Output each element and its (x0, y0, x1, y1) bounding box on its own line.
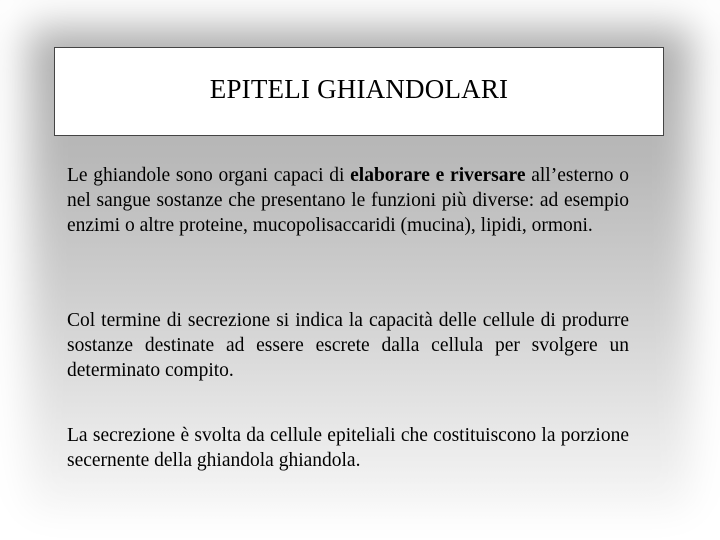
title-box (54, 47, 664, 136)
bold-term-riversare: riversare (450, 165, 526, 186)
bold-conjunction: e (429, 165, 451, 186)
paragraph-text: Le ghiandole sono organi capaci di (67, 165, 351, 186)
bold-term-elaborare: elaborare (350, 165, 430, 186)
paragraph-secretion: Col termine di secrezione si indica la capacità delle cellule di produrre sostanze destinate ad essere escrete dalla cellula per svolgere un determinato compito. (67, 310, 629, 381)
paragraph-epithelial-cells: La secrezione è svolta da cellule epiteliali che costituiscono la porzione secernente della ghiandola ghiandola. (67, 425, 629, 471)
paragraph-definition (67, 163, 629, 238)
paragraph-text: all’esterno o nel sangue sostanze che presentano le funzioni più diverse: ad esempio enzimi o altre proteine, mucopolisaccaridi (mucina), lipidi, ormoni. (67, 165, 629, 236)
slide-title: EPITELI GHIANDOLARI (209, 74, 509, 104)
